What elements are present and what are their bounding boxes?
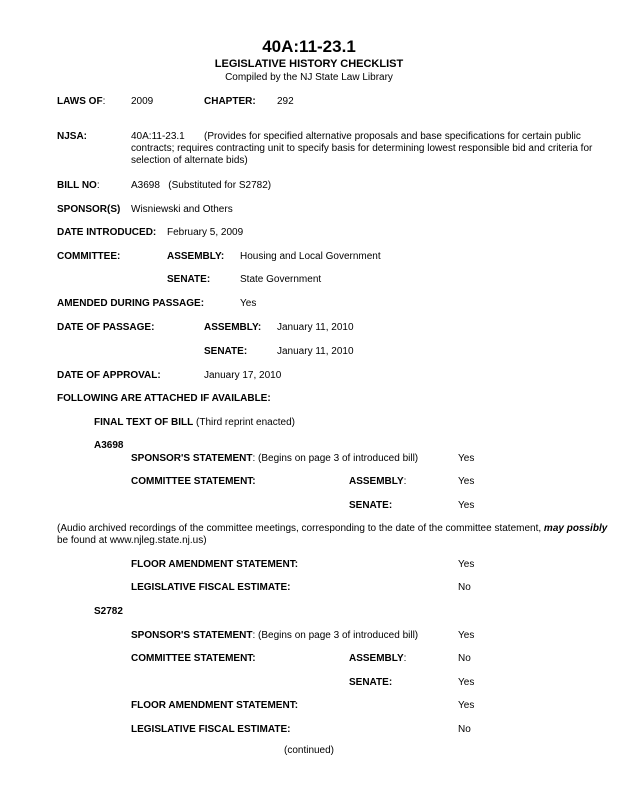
bill-no-label: BILL NO: [57,180,100,191]
sponsor-label: SPONSOR(S) [57,204,121,215]
njsa-section: 40A:11-23.1 [131,131,185,142]
a3698-sponsor-value: Yes [458,453,475,464]
s2782-senate-label: SENATE: [349,677,393,688]
date-introduced-label: DATE INTRODUCED: [57,227,157,238]
continued-note: (continued) [283,745,335,756]
s2782-bill-heading: S2782 [94,606,123,617]
a3698-senate-label: SENATE: [349,500,393,511]
a3698-assembly-label: ASSEMBLY: [349,476,407,487]
bill-no-value: A3698 (Substituted for S2782) [131,180,272,191]
a3698-fiscal-label: LEGISLATIVE FISCAL ESTIMATE: [131,582,291,593]
s2782-assembly-label: ASSEMBLY: [349,653,407,664]
passage-senate-label: SENATE: [204,346,248,357]
passage-senate-value: January 11, 2010 [277,346,354,357]
amended-value: Yes [240,298,257,309]
committee-senate-label: SENATE: [167,274,211,285]
s2782-committee-label: COMMITTEE STATEMENT: [131,653,256,664]
s2782-floor-value: Yes [458,700,475,711]
committee-assembly-label: ASSEMBLY: [167,251,225,262]
committee-label: COMMITTEE: [57,251,121,262]
a3698-floor-value: Yes [458,559,475,570]
njsa-description-line1: (Provides for specified alternative proposals and base specifications for certain public [204,131,581,142]
a3698-fiscal-value: No [458,582,471,593]
sponsor-value: Wisniewski and Others [131,204,233,215]
a3698-committee-label: COMMITTEE STATEMENT: [131,476,256,487]
chapter-label: CHAPTER: [204,96,256,107]
s2782-assembly-value: No [458,653,471,664]
s2782-floor-label: FLOOR AMENDMENT STATEMENT: [131,700,299,711]
a3698-floor-label: FLOOR AMENDMENT STATEMENT: [131,559,299,570]
passage-assembly-value: January 11, 2010 [277,322,354,333]
amended-label: AMENDED DURING PASSAGE: [57,298,205,309]
a3698-bill-heading: A3698 [94,440,124,451]
audio-note-line2: be found at www.njleg.state.nj.us) [57,535,207,546]
njsa-description-line2: contracts; requires contracting unit to specify basis for determining lowest responsible bid and criteria for [131,143,593,154]
s2782-sponsor-value: Yes [458,630,475,641]
committee-assembly-value: Housing and Local Government [240,251,381,262]
approval-label: DATE OF APPROVAL: [57,370,161,381]
a3698-sponsor-statement: SPONSOR'S STATEMENT: (Begins on page 3 of introduced bill) [131,453,419,464]
passage-assembly-label: ASSEMBLY: [204,322,262,333]
chapter-value: 292 [277,96,294,107]
laws-of-value: 2009 [131,96,154,107]
attached-heading: FOLLOWING ARE ATTACHED IF AVAILABLE: [57,393,271,404]
page-subtitle: LEGISLATIVE HISTORY CHECKLIST [214,58,404,70]
a3698-assembly-value: Yes [458,476,475,487]
s2782-senate-value: Yes [458,677,475,688]
a3698-senate-value: Yes [458,500,475,511]
s2782-sponsor-statement: SPONSOR'S STATEMENT: (Begins on page 3 of introduced bill) [131,630,419,641]
njsa-description-line3: selection of alternate bids) [131,155,248,166]
final-text-line: FINAL TEXT OF BILL (Third reprint enacted) [94,417,295,428]
compiled-by: Compiled by the NJ State Law Library [225,72,393,83]
audio-note-line1: (Audio archived recordings of the committee meetings, corresponding to the date of the committee statement, may possibly [57,523,608,534]
passage-label: DATE OF PASSAGE: [57,322,155,333]
page-title: 40A:11-23.1 [262,37,356,56]
approval-value: January 17, 2010 [204,370,282,381]
njsa-label: NJSA: [57,131,88,142]
s2782-fiscal-label: LEGISLATIVE FISCAL ESTIMATE: [131,724,291,735]
laws-of-label: LAWS OF: [57,96,106,107]
committee-senate-value: State Government [240,274,322,285]
s2782-fiscal-value: No [458,724,471,735]
date-introduced-value: February 5, 2009 [167,227,244,238]
